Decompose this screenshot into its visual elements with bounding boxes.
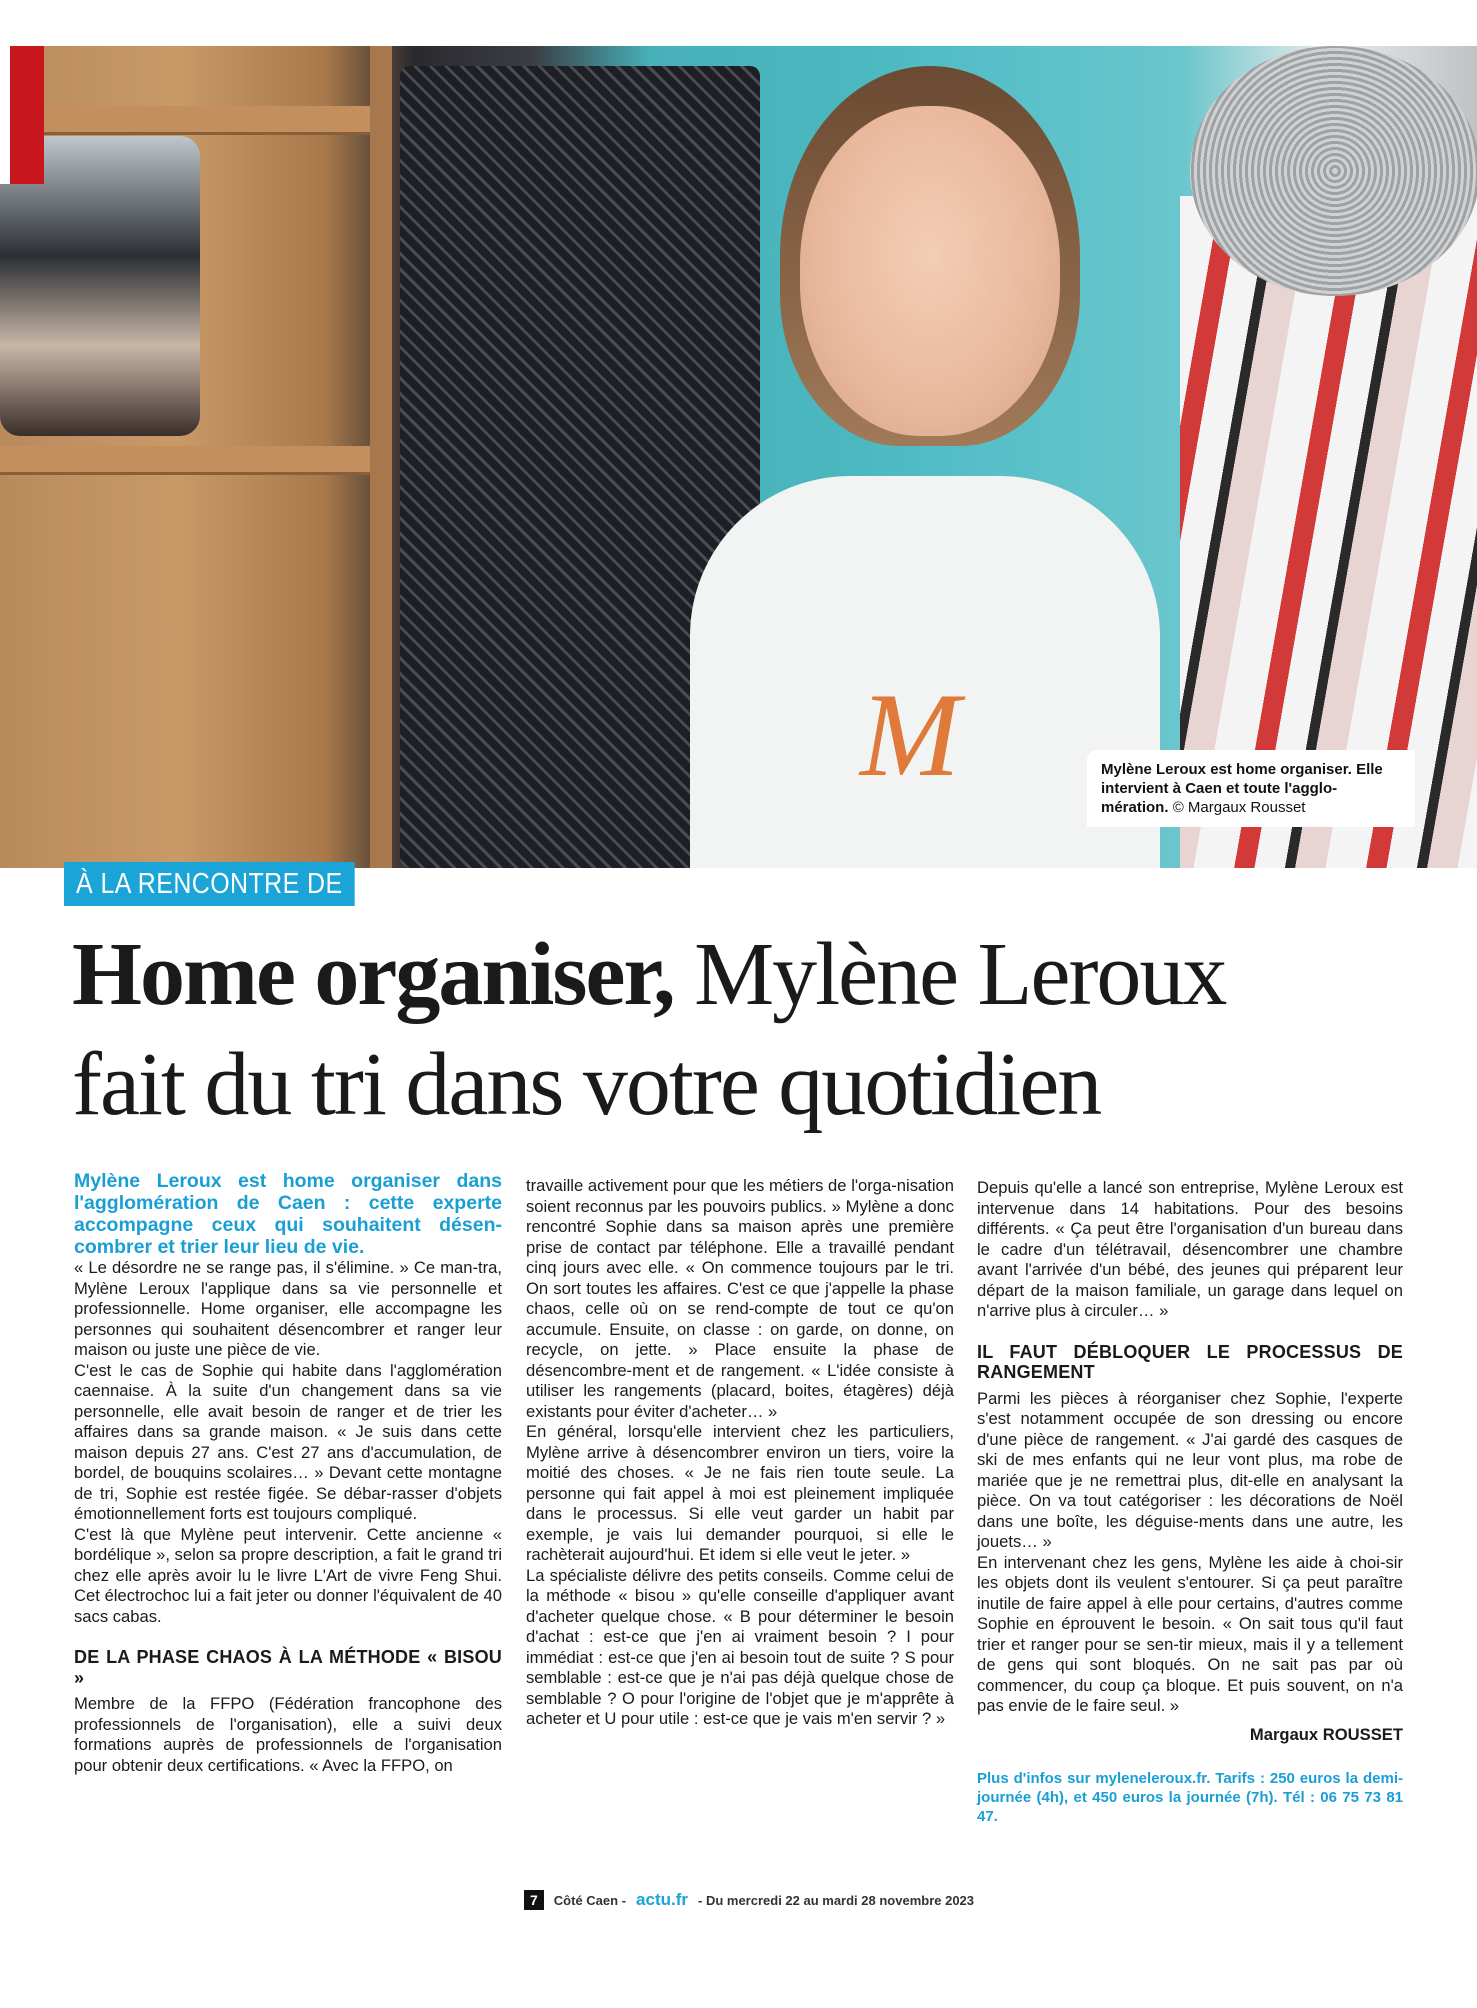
page-number: 7 <box>524 1890 544 1910</box>
headline-bold: Home organiser, <box>72 925 674 1024</box>
contact-info: Plus d'infos sur myleneleroux.fr. Tarifs : 250 euros la demi-journée (4h), et 450 euros la journée (7h). Tél : 06 75 73 81 47. <box>977 1770 1403 1825</box>
paragraph: En général, lorsqu'elle intervient chez les particuliers, Mylène arrive à désencombrer environ un tiers, voire la moitié des choses. « Je ne fais rien toute seule. La personne qui fait appel à moi est pleinement impliquée dans le processus. Si elle veut garder un habit par exemple, je vais lui demander pourquoi, si elle le rachèterait aujourd'hui. Et idem si elle veut le jeter. » <box>526 1422 954 1564</box>
monogram: M <box>860 668 960 801</box>
column-3 <box>977 1178 1403 1826</box>
paragraph: Parmi les pièces à réorganiser chez Sophie, l'experte s'est notamment occupée de son dressing ou encore d'une pièce de rangement. « J'ai gardé des casques de ski de mes enfants qui ne leur vont plus, ma robe de mariée que je ne remettrai plus, dit-elle en analysant la pièce. On va tout catégoriser : les décorations de Noël dans une boîte, les déguise-ments dans une autre, les jouets… » <box>977 1388 1403 1551</box>
headline <box>72 920 1432 1140</box>
subheading: IL FAUT DÉBLOQUER LE PROCESSUS DE RANGEMENT <box>977 1341 1403 1382</box>
paragraph: Depuis qu'elle a lancé son entreprise, Mylène Leroux est intervenue dans 14 habitations. Pour des besoins différents. « Ça peut être l'organisation d'un bureau dans le cadre d'un télétravail, désencombrer une chambre avant l'arrivée d'un bébé, des jeunes qui préparent leur départ de la maison familiale, un garage dans lequel on n'arrive plus à circuler… » <box>977 1178 1403 1320</box>
paragraph: C'est là que Mylène peut intervenir. Cette ancienne « bordélique », selon sa propre description, a fait le grand tri chez elle après avoir lu le livre L'Art de vivre Feng Shui. Cet électrochoc lui a fait jeter ou donner l'équivalent de 40 sacs cabas. <box>74 1524 503 1626</box>
cabinet-upright <box>370 46 392 868</box>
red-tab <box>10 46 44 184</box>
paragraph: En intervenant chez les gens, Mylène les aide à choi-sir les objets dont ils veulent s'entourer. Si ça peut paraître inutile de faire appel à elle pour certains, d'autres comme Sophie en éprouvent le besoin. « On sait tous qu'il faut trier et ranger pour se sen-tir mieux, mais il y a tellement de gens qui sont bloqués. On ne sait pas par où commencer, du coup ça bloque. Et puis souvent, on n'a pas envie de le faire seul. » <box>977 1552 1403 1715</box>
issue-dates: - Du mercredi 22 au mardi 28 novembre 2023 <box>698 1892 975 1908</box>
paragraph: La spécialiste délivre des petits conseils. Comme celui de la méthode « bisou » qu'elle conseille d'appliquer avant d'acheter quelque chose. « B pour déterminer le besoin d'achat : est-ce que j'en ai vraiment besoin ? I pour immédiat : est-ce que j'en ai besoin tout de suite ? S pour semblable : est-ce que je n'ai pas déjà quelque chose de semblable ? O pour l'origine de l'objet que je m'apprête à acheter et U pour utile : est-ce que je vais m'en servir ? » <box>526 1565 954 1728</box>
paragraph: C'est le cas de Sophie qui habite dans l'agglomération caennaise. À la suite d'un changement dans sa vie personnelle, elle avait besoin de ranger et de trier les affaires dans sa grande maison. « Je suis dans cette maison depuis 27 ans. C'est 27 ans d'accumulation, de bordel, de bouquins scolaires… » Devant cette montagne de tri, Sophie est restée figée. Se débar-rasser d'objets émotionnellement forts est toujours compliqué. <box>74 1360 502 1523</box>
headline-line1: Mylène Leroux <box>673 925 1226 1024</box>
hat <box>1190 46 1477 296</box>
caption-text: Mylène Leroux est home organiser. Elle intervient à Caen et toute l'agglo-mération. <box>1101 761 1383 816</box>
shelf <box>0 446 380 475</box>
column-2 <box>526 1176 954 1730</box>
header-photo <box>0 46 1477 868</box>
face <box>800 106 1060 436</box>
headline-line2: fait du tri dans votre quotidien <box>72 1035 1101 1134</box>
paragraph: « Le désordre ne se range pas, il s'élimine. » Ce man-tra, Mylène Leroux l'applique dans sa vie personnelle et professionnelle. Home organiser, elle accompagne les personnes qui souhaitent désencombrer et ranger leur maison ou juste une pièce de vie. <box>74 1258 502 1359</box>
page-footer <box>524 1890 974 1910</box>
lead-paragraph: Mylène Leroux est home organiser dans l'agglomération de Caen : cette experte accompagne ceux qui souhaitent désen-combrer et trier leur lieu de vie. <box>74 1170 502 1258</box>
shelf <box>0 106 380 135</box>
section-kicker: À LA RENCONTRE DE <box>64 862 355 906</box>
brand-logo: actu.fr <box>636 1890 688 1909</box>
paper-name: Côté Caen - <box>553 1892 627 1908</box>
paragraph: Membre de la FFPO (Fédération francophone des professionnels de l'organisation), elle a suivi deux formations auprès de professionnels de l'organisation pour obtenir deux certifications. « Avec la FFPO, on <box>74 1694 502 1775</box>
author-signature: Margaux ROUSSET <box>1249 1724 1403 1744</box>
photo-caption <box>1087 750 1415 827</box>
paragraph: travaille activement pour que les métiers de l'orga-nisation soient reconnus par les pouvoirs publics. » Mylène a donc rencontré Sophie dans sa maison après une première prise de contact par téléphone. Elle a travaillé pendant cinq jours avec elle. « On commence toujours par le tri. On sort toutes les affaires. C'est ce que j'appelle la phase chaos, celle où on se rend-compte de tout ce qu'on accumule. Ensuite, on classe : on garde, on donne, on recycle, on jette. » Place ensuite la phase de désencombre-ment et de rangement. « L'idée consiste à utiliser les rangements (placard, boites, étagères) déjà existants pour éviter d'acheter… » <box>526 1176 954 1421</box>
subheading: DE LA PHASE CHAOS À LA MÉTHODE « BISOU » <box>74 1647 502 1688</box>
column-1 <box>74 1170 502 1776</box>
caption-credit: © Margaux Rousset <box>1172 799 1306 816</box>
